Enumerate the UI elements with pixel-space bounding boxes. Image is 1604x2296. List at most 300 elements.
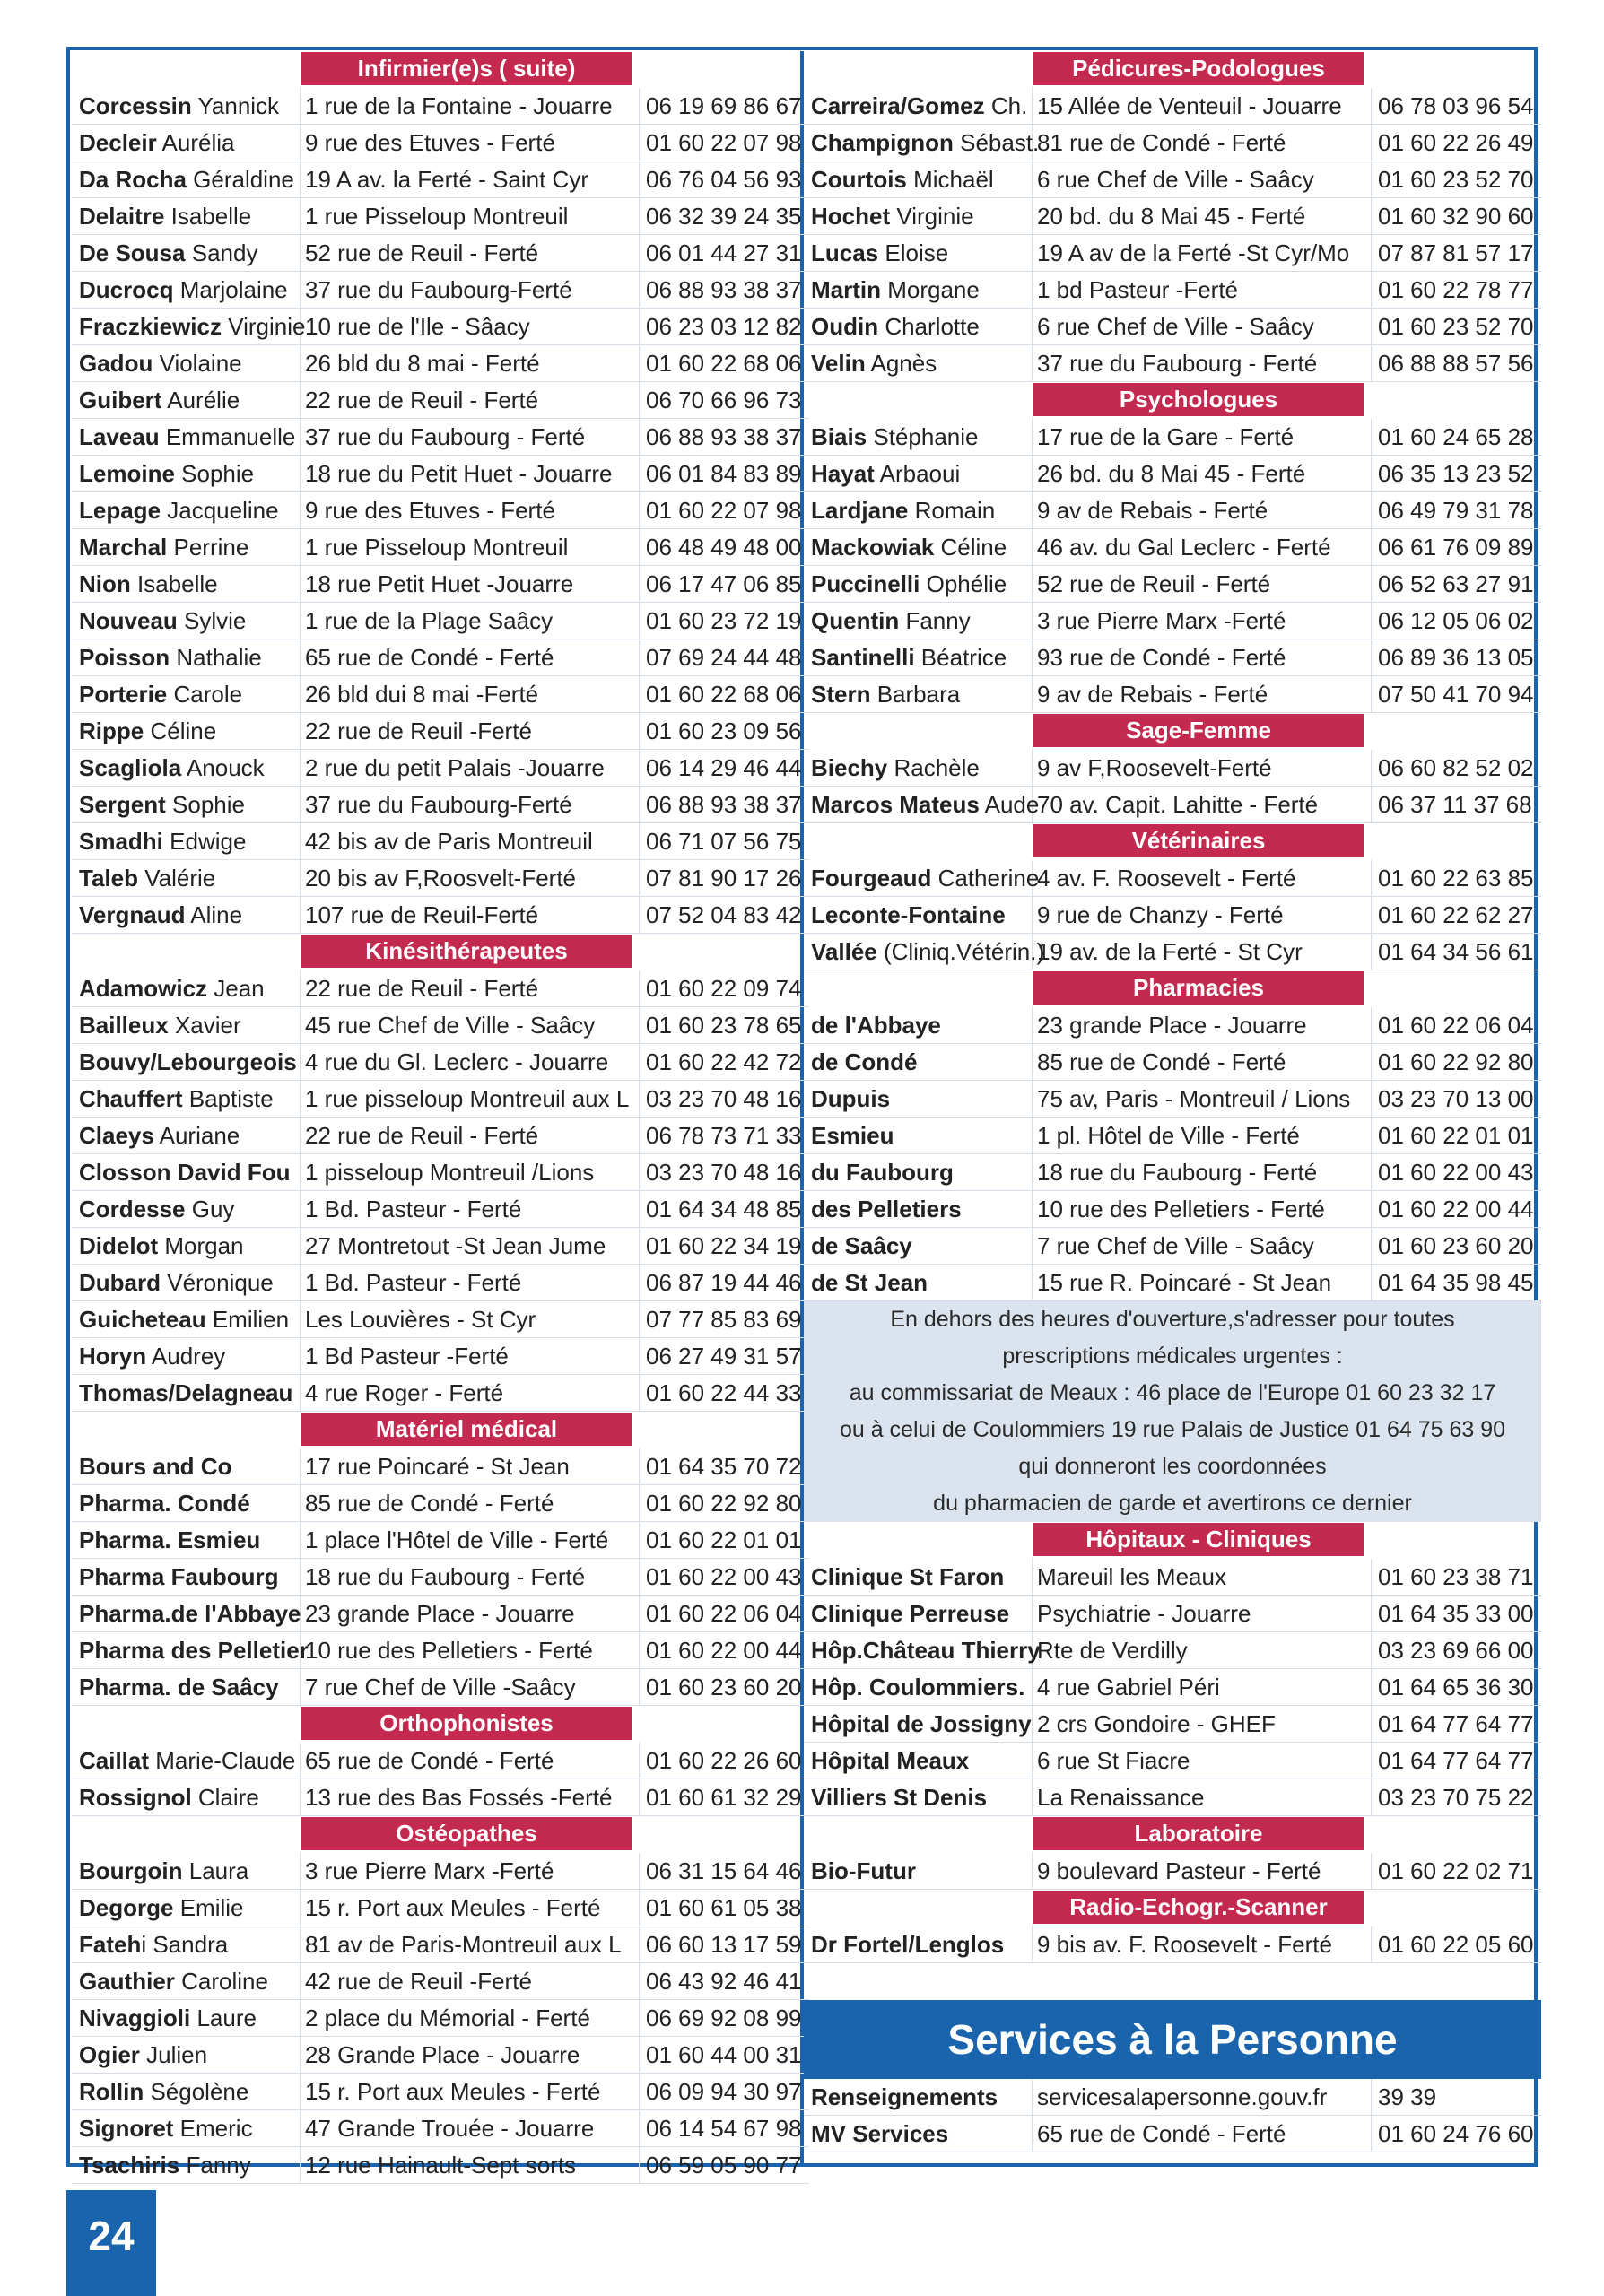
entry-address: 27 Montretout -St Jean Jume	[305, 1228, 640, 1264]
entry-name: Champignon	[811, 129, 954, 156]
directory-entry	[72, 1779, 809, 1816]
entry-address: 2 crs Gondoire - GHEF	[1037, 1706, 1372, 1742]
entry-address: 1 pisseloup Montreuil /Lions	[305, 1154, 640, 1190]
section-header-orthophonistes	[72, 1706, 809, 1743]
entry-name-cell	[79, 2000, 301, 2036]
entry-name: des Pelletiers	[811, 1196, 962, 1222]
entry-name: Adamowicz	[79, 975, 208, 1002]
entry-name-cell	[811, 1632, 1041, 1668]
directory-entry	[72, 1926, 809, 1963]
section-header-pedicures-podologues	[804, 51, 1541, 88]
entry-name-cell	[79, 566, 301, 602]
entry-phone: 01 60 23 09 56	[646, 718, 802, 744]
entry-name: Caillat	[79, 1747, 150, 1774]
entry-address: 70 av. Capit. Lahitte - Ferté	[1037, 787, 1372, 822]
entry-first-name: Sébast.	[953, 129, 1040, 156]
directory-entry	[804, 1669, 1541, 1706]
entry-name-cell	[811, 2079, 1033, 2115]
entry-first-name: Ophélie	[920, 570, 1007, 597]
entry-name: Ducrocq	[79, 276, 174, 303]
entry-phone: 01 60 24 76 60	[1378, 2120, 1534, 2147]
entry-name: Carreira/Gomez	[811, 92, 985, 119]
entry-name: Pharma.de l'Abbaye	[79, 1600, 301, 1627]
directory-entry	[72, 1522, 809, 1559]
entry-phone: 01 60 22 00 44	[1378, 1196, 1534, 1222]
entry-name-cell	[79, 1118, 301, 1153]
entry-phone: 01 64 35 70 72	[646, 1453, 802, 1480]
entry-name: Ogier	[79, 2041, 140, 2068]
entry-phone: 06 76 04 56 93	[646, 166, 802, 193]
entry-name: Biechy	[811, 754, 888, 781]
directory-entry	[804, 1081, 1541, 1118]
entry-address: 15 Allée de Venteuil - Jouarre	[1037, 88, 1372, 124]
entry-name-cell	[811, 1007, 1033, 1043]
entry-name: Lemoine	[79, 460, 175, 487]
entry-name: Lardjane	[811, 497, 909, 524]
entry-address: 22 rue de Reuil - Ferté	[305, 970, 640, 1006]
directory-entry	[804, 309, 1541, 345]
section-header-osteopathes	[72, 1816, 809, 1853]
entry-name-cell	[79, 492, 301, 528]
entry-phone: 07 87 81 57 17	[1378, 239, 1534, 266]
entry-name: Cordesse	[79, 1196, 186, 1222]
entry-first-name: Laura	[182, 1857, 249, 1884]
entry-name: Corcessin	[79, 92, 192, 119]
entry-name: Poisson	[79, 644, 170, 671]
entry-first-name: Aurélie	[161, 387, 240, 413]
entry-address: 18 rue Petit Huet -Jouarre	[305, 566, 640, 602]
entry-first-name: Jean	[207, 975, 265, 1002]
entry-first-name: Isabelle	[130, 570, 218, 597]
entry-phone: 07 50 41 70 94	[1378, 681, 1534, 708]
entry-first-name: Audrey	[146, 1343, 226, 1370]
entry-first-name: Violaine	[153, 350, 242, 377]
entry-name-cell	[811, 2116, 1033, 2152]
entry-name-cell	[811, 1706, 1033, 1742]
directory-entry	[804, 860, 1541, 897]
entry-name-cell	[811, 1743, 1033, 1779]
entry-name: Closson David Fou	[79, 1159, 291, 1186]
entry-address: 19 A av de la Ferté -St Cyr/Mo	[1037, 235, 1372, 271]
entry-name-cell	[79, 1890, 301, 1926]
entry-name: Nouveau	[79, 607, 178, 634]
directory-entry	[72, 88, 809, 125]
entry-phone: 06 37 11 37 68	[1378, 791, 1532, 818]
entry-first-name: Aurélia	[156, 129, 235, 156]
directory-entry	[804, 1743, 1541, 1779]
entry-phone: 01 64 65 36 30	[1378, 1674, 1534, 1700]
directory-entry	[72, 1596, 809, 1632]
entry-name-cell	[811, 750, 1033, 786]
directory-entry	[72, 1191, 809, 1228]
directory-entry	[804, 750, 1541, 787]
entry-first-name: Stéphanie	[867, 423, 979, 450]
entry-name-cell	[79, 750, 301, 786]
entry-name: Scagliola	[79, 754, 182, 781]
entry-phone: 06 35 13 23 52	[1378, 460, 1534, 487]
directory-entry	[72, 1890, 809, 1926]
entry-name-cell	[79, 1559, 301, 1595]
entry-phone: 01 60 32 90 60	[1378, 203, 1534, 230]
entry-phone: 01 60 23 72 19	[646, 607, 802, 634]
directory-entry	[804, 272, 1541, 309]
entry-address: 19 av. de la Ferté - St Cyr	[1037, 934, 1372, 970]
entry-phone: 06 89 36 13 05	[1378, 644, 1534, 671]
entry-phone: 01 60 44 00 31	[646, 2041, 802, 2068]
entry-address: 9 av F,Roosevelt-Ferté	[1037, 750, 1372, 786]
entry-name-cell	[79, 345, 301, 381]
section-header-infirmier-e-s-suite	[72, 51, 809, 88]
entry-name-cell	[79, 713, 301, 749]
directory-entry	[804, 566, 1541, 603]
entry-phone: 06 09 94 30 97	[646, 2078, 802, 2105]
entry-name-cell	[811, 125, 1040, 161]
entry-name: Guicheteau	[79, 1306, 206, 1333]
entry-phone: 06 52 63 27 91	[1378, 570, 1534, 597]
entry-first-name: Géraldine	[186, 166, 294, 193]
section-header-label: Pharmacies	[1033, 971, 1364, 1004]
entry-address: 28 Grande Place - Jouarre	[305, 2037, 640, 2073]
entry-name-cell	[79, 1596, 301, 1631]
directory-entry	[72, 2037, 809, 2074]
entry-name-cell	[79, 1522, 301, 1558]
entry-name: Degorge	[79, 1894, 174, 1921]
entry-address: 37 rue du Faubourg-Ferté	[305, 787, 640, 822]
entry-address: 9 rue des Etuves - Ferté	[305, 125, 640, 161]
entry-first-name: Virginie	[890, 203, 974, 230]
entry-name-cell	[79, 272, 301, 308]
entry-phone: 06 27 49 31 57	[646, 1343, 802, 1370]
directory-entry	[72, 1007, 809, 1044]
entry-name-cell	[79, 2037, 301, 2073]
directory-entry	[804, 1926, 1541, 1963]
entry-name-cell	[79, 1743, 301, 1779]
entry-first-name: Anouck	[181, 754, 265, 781]
entry-name: Leconte-Fontaine	[811, 901, 1006, 928]
entry-first-name: Yannick	[191, 92, 280, 119]
entry-name-cell	[811, 860, 1040, 896]
entry-address: 13 rue des Bas Fossés -Ferté	[305, 1779, 640, 1815]
directory-entry	[72, 2074, 809, 2110]
entry-name: Signoret	[79, 2115, 174, 2142]
directory-entry	[72, 345, 809, 382]
entry-address: 26 bld dui 8 mai -Ferté	[305, 676, 640, 712]
entry-first-name: Romain	[908, 497, 996, 524]
entry-name: Pharma. de Saâcy	[79, 1674, 279, 1700]
entry-phone: 01 60 23 38 71	[1378, 1563, 1534, 1590]
entry-name-cell	[79, 1779, 301, 1815]
entry-name-cell	[79, 419, 301, 455]
entry-name: Decleir	[79, 129, 157, 156]
entry-address: 3 rue Pierre Marx -Ferté	[305, 1853, 640, 1889]
entry-first-name: Agnès	[865, 350, 937, 377]
entry-phone: 01 64 77 64 77	[1378, 1747, 1534, 1774]
entry-first-name: Caroline	[174, 1968, 268, 1995]
entry-name-cell	[79, 2110, 301, 2146]
entry-name: de Saâcy	[811, 1232, 912, 1259]
directory-entry	[804, 1265, 1541, 1301]
entry-name: Smadhi	[79, 828, 163, 855]
entry-name-cell	[811, 639, 1033, 675]
entry-address: 1 bd Pasteur -Ferté	[1037, 272, 1372, 308]
entry-name: de St Jean	[811, 1269, 928, 1296]
entry-name: Pharma Faubourg	[79, 1563, 279, 1590]
entry-address: 52 rue de Reuil - Ferté	[305, 235, 640, 271]
directory-entry	[804, 1559, 1541, 1596]
section-header-kinesitherapeutes	[72, 934, 809, 970]
entry-name-cell	[811, 603, 1033, 639]
entry-phone: 39 39	[1378, 2083, 1437, 2110]
section-header-label: Kinésithérapeutes	[301, 935, 632, 968]
entry-name: Dubard	[79, 1269, 161, 1296]
directory-entry	[804, 1044, 1541, 1081]
entry-name-cell	[811, 676, 1033, 712]
entry-name-cell	[79, 161, 301, 197]
entry-name-cell	[79, 2147, 301, 2183]
directory-entry	[804, 1706, 1541, 1743]
entry-first-name: Aude	[979, 791, 1040, 818]
entry-address: La Renaissance	[1037, 1779, 1372, 1815]
entry-phone: 06 78 73 71 33	[646, 1122, 802, 1149]
directory-entry	[72, 1559, 809, 1596]
entry-address: 20 bd. du 8 Mai 45 - Ferté	[1037, 198, 1372, 234]
directory-entry	[72, 161, 809, 198]
entry-phone: 03 23 70 48 16	[646, 1085, 802, 1112]
entry-name: De Sousa	[79, 239, 186, 266]
entry-phone: 06 01 44 27 31	[646, 239, 802, 266]
section-header-materiel-medical	[72, 1412, 809, 1448]
entry-name: Rossignol	[79, 1784, 192, 1811]
entry-phone: 01 60 22 06 04	[1378, 1012, 1534, 1039]
entry-address: Mareuil les Meaux	[1037, 1559, 1372, 1595]
directory-entry	[72, 272, 809, 309]
entry-first-name: Emilien	[205, 1306, 290, 1333]
entry-address: 10 rue des Pelletiers - Ferté	[1037, 1191, 1372, 1227]
directory-entry	[72, 676, 809, 713]
entry-first-name: i Sandra	[141, 1931, 229, 1958]
directory-entry	[804, 529, 1541, 566]
entry-address: 2 place du Mémorial - Ferté	[305, 2000, 640, 2036]
entry-name: Renseignements	[811, 2083, 998, 2110]
entry-name-cell	[811, 1926, 1033, 1962]
entry-address: 42 bis av de Paris Montreuil	[305, 823, 640, 859]
directory-entry	[72, 2147, 809, 2184]
entry-name-cell	[811, 345, 1033, 381]
section-header-radio-echogr-scanner	[804, 1890, 1541, 1926]
section-header-label: Laboratoire	[1033, 1817, 1364, 1850]
section-header-label: Sage-Femme	[1033, 714, 1364, 747]
entry-address: 1 Bd Pasteur -Ferté	[305, 1338, 640, 1374]
section-header-label: Orthophonistes	[301, 1707, 632, 1740]
directory-entry	[72, 1669, 809, 1706]
entry-name-cell	[79, 1265, 301, 1300]
directory-entry	[72, 750, 809, 787]
entry-address: 42 rue de Reuil -Ferté	[305, 1963, 640, 1999]
entry-name-cell	[79, 603, 301, 639]
entry-address: 7 rue Chef de Ville - Saâcy	[1037, 1228, 1372, 1264]
entry-first-name: Virginie	[221, 313, 306, 340]
entry-name-cell	[811, 1081, 1033, 1117]
directory-entry	[72, 2110, 809, 2147]
directory-entry	[72, 1963, 809, 2000]
entry-name-cell	[811, 235, 1033, 271]
entry-name: Quentin	[811, 607, 900, 634]
entry-name-cell	[79, 1228, 301, 1264]
entry-name: du Faubourg	[811, 1159, 954, 1186]
entry-phone: 01 60 22 68 06	[646, 681, 802, 708]
entry-first-name: Valérie	[137, 865, 216, 891]
entry-name-cell	[79, 823, 301, 859]
entry-first-name: Julien	[139, 2041, 208, 2068]
entry-first-name: Béatrice	[914, 644, 1007, 671]
entry-name-cell	[811, 456, 1033, 491]
entry-phone: 01 60 61 05 38	[646, 1894, 802, 1921]
entry-name-cell	[811, 787, 1040, 822]
entry-name: Thomas/Delagneau	[79, 1379, 293, 1406]
entry-phone: 01 64 34 48 85	[646, 1196, 802, 1222]
entry-phone: 01 60 22 01 01	[646, 1526, 802, 1553]
directory-entry	[804, 88, 1541, 125]
entry-first-name: Sandy	[185, 239, 258, 266]
entry-phone: 06 48 49 48 00	[646, 534, 802, 561]
entry-name: Gauthier	[79, 1968, 175, 1995]
directory-entry	[72, 419, 809, 456]
entry-address: 1 place l'Hôtel de Ville - Ferté	[305, 1522, 640, 1558]
entry-phone: 01 60 22 92 80	[646, 1490, 802, 1517]
entry-phone: 03 23 70 13 00	[1378, 1085, 1534, 1112]
directory-entry	[72, 1265, 809, 1301]
entry-name: Taleb	[79, 865, 138, 891]
entry-name: Fateh	[79, 1931, 142, 1958]
entry-name: Hochet	[811, 203, 891, 230]
directory-entry	[72, 2000, 809, 2037]
section-header-label: Vétérinaires	[1033, 824, 1364, 857]
entry-name-cell	[811, 566, 1033, 602]
entry-address: 3 rue Pierre Marx -Ferté	[1037, 603, 1372, 639]
directory-entry	[804, 1779, 1541, 1816]
entry-address: 6 rue Chef de Ville - Saâcy	[1037, 309, 1372, 344]
entry-name: Lucas	[811, 239, 879, 266]
entry-first-name: Barbara	[870, 681, 961, 708]
entry-address: 18 rue du Petit Huet - Jouarre	[305, 456, 640, 491]
entry-address: 6 rue Chef de Ville - Saâcy	[1037, 161, 1372, 197]
directory-entry	[72, 639, 809, 676]
entry-phone: 01 60 24 65 28	[1378, 423, 1534, 450]
entry-name-cell	[79, 1485, 301, 1521]
entry-address: 10 rue des Pelletiers - Ferté	[305, 1632, 640, 1668]
directory-entry	[804, 1228, 1541, 1265]
entry-address: 52 rue de Reuil - Ferté	[1037, 566, 1372, 602]
entry-name: Clinique St Faron	[811, 1563, 1005, 1590]
directory-entry	[804, 1853, 1541, 1890]
entry-address: 93 rue de Condé - Ferté	[1037, 639, 1372, 675]
section-header-label: Matériel médical	[301, 1413, 632, 1446]
directory-entry	[72, 1338, 809, 1375]
entry-name: Horyn	[79, 1343, 147, 1370]
entry-name: Oudin	[811, 313, 879, 340]
directory-entry	[72, 1301, 809, 1338]
entry-phone: 06 14 54 67 98	[646, 2115, 802, 2142]
entry-name-cell	[79, 1154, 301, 1190]
entry-phone: 01 60 22 00 43	[646, 1563, 802, 1590]
entry-phone: 06 60 82 52 02	[1378, 754, 1534, 781]
entry-name: Fraczkiewicz	[79, 313, 222, 340]
entry-phone: 03 23 69 66 00	[1378, 1637, 1534, 1664]
entry-first-name: Laure	[190, 2005, 257, 2031]
entry-first-name: Ségolène	[144, 2078, 249, 2105]
directory-entry	[72, 1632, 809, 1669]
entry-name: Marchal	[79, 534, 168, 561]
entry-phone: 07 69 24 44 48	[646, 644, 802, 671]
entry-name: Hôp.Château Thierry	[811, 1637, 1041, 1664]
entry-phone: 06 19 69 86 67	[646, 92, 802, 119]
entry-address: 45 rue Chef de Ville - Saâcy	[305, 1007, 640, 1043]
directory-entry	[804, 676, 1541, 713]
entry-address: 46 av. du Gal Leclerc - Ferté	[1037, 529, 1372, 565]
entry-first-name: Morgan	[158, 1232, 244, 1259]
entry-name: Fourgeaud	[811, 865, 932, 891]
entry-name-cell	[79, 1338, 301, 1374]
entry-first-name: Aline	[185, 901, 243, 928]
entry-name-cell	[79, 1044, 301, 1080]
entry-name: Santinelli	[811, 644, 915, 671]
entry-name: Biais	[811, 423, 867, 450]
entry-first-name: Véronique	[161, 1269, 274, 1296]
entry-name-cell	[79, 88, 301, 124]
directory-entry	[72, 1154, 809, 1191]
entry-address: 22 rue de Reuil - Ferté	[305, 382, 640, 418]
directory-entry	[804, 1596, 1541, 1632]
entry-address: 17 rue Poincaré - St Jean	[305, 1448, 640, 1484]
entry-address: 26 bld du 8 mai - Ferté	[305, 345, 640, 381]
entry-name-cell	[811, 1154, 1033, 1190]
directory-entry	[804, 2116, 1541, 2152]
directory-entry	[72, 198, 809, 235]
services-banner: Services à la Personne	[804, 2000, 1541, 2079]
entry-name: Vallée	[811, 938, 877, 965]
entry-phone: 06 49 79 31 78	[1378, 497, 1534, 524]
entry-name: de l'Abbaye	[811, 1012, 941, 1039]
entry-name-cell	[79, 1926, 301, 1962]
entry-phone: 07 77 85 83 69	[646, 1306, 802, 1333]
entry-name: de Condé	[811, 1048, 918, 1075]
right-column	[804, 51, 1541, 2152]
note-line: au commissariat de Meaux : 46 place de l'Europe 01 60 23 32 17	[849, 1380, 1496, 1405]
entry-name-cell	[79, 382, 301, 418]
entry-phone: 01 60 22 62 27	[1378, 901, 1534, 928]
entry-address: 7 rue Chef de Ville -Saâcy	[305, 1669, 640, 1705]
directory-entry	[804, 603, 1541, 639]
entry-address: 15 r. Port aux Meules - Ferté	[305, 1890, 640, 1926]
entry-name: Bourgoin	[79, 1857, 183, 1884]
entry-address: 23 grande Place - Jouarre	[305, 1596, 640, 1631]
entry-name: Hôpital Meaux	[811, 1747, 970, 1774]
entry-phone: 01 60 22 07 98	[646, 497, 802, 524]
entry-first-name: (Cliniq.Vétérin.)	[876, 938, 1045, 965]
directory-entry	[72, 787, 809, 823]
note-line: En dehors des heures d'ouverture,s'adresser pour toutes	[890, 1307, 1455, 1332]
entry-phone: 06 43 92 46 41	[646, 1968, 802, 1995]
section-header-label: Infirmier(e)s ( suite)	[301, 52, 632, 85]
directory-entry	[72, 492, 809, 529]
section-header-psychologues	[804, 382, 1541, 419]
entry-name-cell	[79, 456, 301, 491]
entry-first-name: Céline	[934, 534, 1007, 561]
entry-address: 9 rue des Etuves - Ferté	[305, 492, 640, 528]
entry-name-cell	[79, 1375, 301, 1411]
entry-address: 9 bis av. F. Roosevelt - Ferté	[1037, 1926, 1372, 1962]
entry-address: 37 rue du Faubourg - Ferté	[305, 419, 640, 455]
